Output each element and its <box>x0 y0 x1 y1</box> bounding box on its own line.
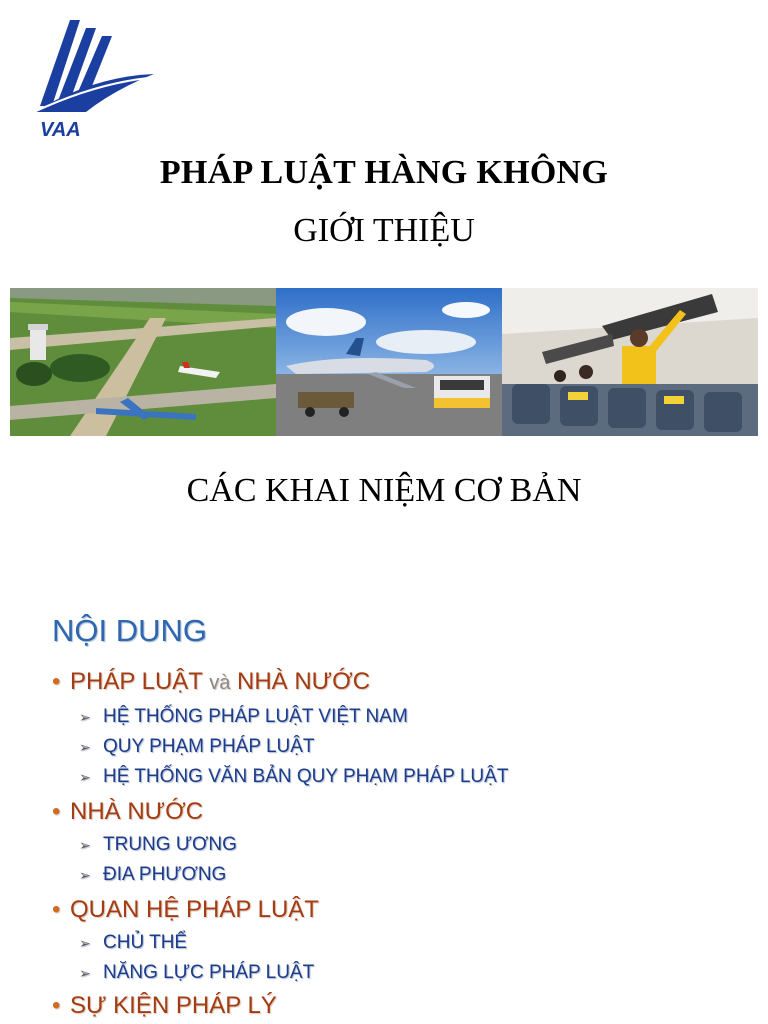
outline-subitem <box>79 766 508 788</box>
apron-aircraft-photo <box>276 288 502 436</box>
arrow-bullet-icon: ➢ <box>79 769 91 785</box>
outline-subitem-label: ĐIA PHƯƠNG <box>103 864 227 885</box>
outline-item-label: QUAN HỆ PHÁP LUẬT <box>70 896 319 923</box>
outline-subitem <box>79 962 314 984</box>
airport-aerial-photo <box>10 288 276 436</box>
outline-subitem-label: CHỦ THỂ <box>103 932 188 953</box>
bullet-icon: • <box>52 798 61 825</box>
arrow-bullet-icon: ➢ <box>79 867 91 883</box>
page-subtitle: GIỚI THIỆU <box>293 212 475 249</box>
outline-item-quan-he-phap-luat <box>52 896 319 924</box>
outline-subitem-label: QUY PHẠM PHÁP LUẬT <box>103 736 315 757</box>
arrow-bullet-icon: ➢ <box>79 837 91 853</box>
bullet-icon: • <box>52 668 61 695</box>
outline-heading: NỘI DUNG <box>52 613 207 648</box>
arrow-bullet-icon: ➢ <box>79 935 91 951</box>
page-title: PHÁP LUẬT HÀNG KHÔNG <box>159 154 609 191</box>
outline-subitem-label: NĂNG LỰC PHÁP LUẬT <box>103 962 315 983</box>
concepts-title: CÁC KHAI NIỆM CƠ BẢN <box>186 472 582 509</box>
outline-item-label: SỰ KIỆN PHÁP LÝ <box>70 992 277 1019</box>
outline-subitem <box>79 736 315 758</box>
outline-item-su-kien-phap-ly <box>52 992 277 1020</box>
bullet-icon: • <box>52 896 61 923</box>
outline-item-label: NHÀ NƯỚC <box>70 798 204 825</box>
outline-item-label: PHÁP LUẬT <box>70 668 203 695</box>
logo-text: VAA <box>40 119 81 141</box>
arrow-bullet-icon: ➢ <box>79 739 91 755</box>
vaa-logo <box>30 18 156 142</box>
outline-subitem <box>79 932 187 954</box>
outline-subitem <box>79 706 408 728</box>
vaa-wing-logo-icon <box>30 18 156 142</box>
arrow-bullet-icon: ➢ <box>79 709 91 725</box>
outline-item-label: NHÀ NƯỚC <box>236 668 371 695</box>
outline-item-conjunction: và <box>209 672 231 694</box>
outline-subitem <box>79 864 226 886</box>
outline-subitem-label: HỆ THỐNG VĂN BẢN QUY PHẠM PHÁP LUẬT <box>103 766 509 787</box>
outline-subitem-label: TRUNG ƯƠNG <box>103 834 237 855</box>
photo-strip <box>10 288 758 436</box>
aircraft-cabin-photo <box>502 288 758 436</box>
outline-subitem-label: HỆ THỐNG PHÁP LUẬT VIỆT NAM <box>103 706 408 727</box>
outline-item-nha-nuoc <box>52 798 203 826</box>
outline-subitem <box>79 834 237 856</box>
outline-item-phap-luat-nha-nuoc <box>52 668 370 696</box>
arrow-bullet-icon: ➢ <box>79 965 91 981</box>
bullet-icon: • <box>52 992 61 1019</box>
